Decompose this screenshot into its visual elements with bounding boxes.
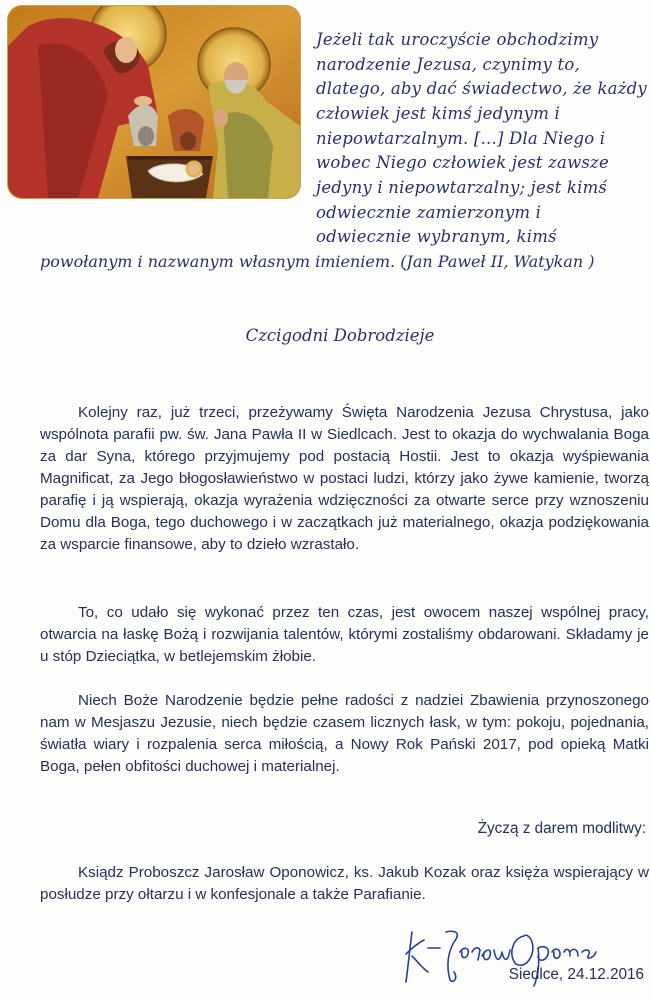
quote-line: człowiek jest kimś jedynym i [316, 104, 560, 123]
nativity-icon-image [8, 6, 300, 198]
paragraph-text: Kolejny raz, już trzeci, przeżywamy Święta Narodzenia Jezusa Chrystusa, jako wspólnota parafii pw. św. Jana Pawła II w Siedlcach. Jest to okazja do wychwalania Boga za dar Syna, którego przyjmujemy pod postacią Hostii. Jest to okazja wyśpiewania Magnificat, za Jego błogosławieństwo w postaci ludzi, którzy jako żywe kamienie, tworzą parafię i ją wspierają, okazja wyrażenia wdzięczności za otwarte serce przy wznoszeniu Domu dla Boga, tego duchowego i w zaczątkach już materialnego, okazja podziękowania za wsparcie finansowe, aby to dzieło wzrastało. [40, 404, 649, 553]
salutation-heading: Czcigodni Dobrodzieje [245, 326, 435, 345]
signers-text: Ksiądz Proboszcz Jarosław Oponowicz, ks. Jakub Kozak oraz księża wspierający w posłudze przy ołtarzu i w konfesjonale a także Parafianie. [40, 864, 649, 903]
quote-line: niepowtarzalnym. [...] Dla Niego i [316, 129, 606, 148]
paragraph [40, 402, 649, 556]
paragraph-text: Niech Boże Narodzenie będzie pełne radości z nadziei Zbawienia przynoszonego nam w Mesjaszu Jezusie, niech będzie czasem licznych łask, w tym: pokoju, pojednania, światła wiary i rozpalenia serca miłością, a Nowy Rok Pański 2017, pod opieką Matki Boga, pełen obfitości duchowej i materialnej. [40, 692, 649, 775]
paragraph [40, 602, 649, 668]
quote-line: dlatego, aby dać świadectwo, że każdy [316, 79, 647, 98]
quote-line: wobec Niego człowiek jest zawsze [316, 153, 609, 172]
quote-line: odwiecznie wybranym, kimś [316, 227, 557, 246]
quote-line: jedyny i niepowtarzalny; jest kimś [316, 178, 608, 197]
paragraph-text: To, co udało się wykonać przez ten czas, jest owocem naszej wspólnej pracy, otwarcia na łaskę Bożą i rozwijania talentów, którymi zostaliśmy obdarowani. Składamy je u stóp Dzieciątka, w betlejemskim żłobie. [40, 604, 649, 665]
quote-line: Jeżeli tak uroczyście obchodzimy [316, 30, 599, 49]
quote-line: narodzenie Jezusa, czynimy to, [316, 55, 580, 74]
closing-line: Życzą z darem modlitwy: [477, 820, 646, 837]
date-place: Siedlce, 24.12.2016 [508, 966, 644, 983]
quote-line: odwiecznie zamierzonym i [316, 203, 542, 222]
paragraph [40, 690, 649, 778]
quote-line-attribution: powołanym i nazwanym własnym imieniem. (Jan Paweł II, Watykan ) [40, 252, 595, 271]
